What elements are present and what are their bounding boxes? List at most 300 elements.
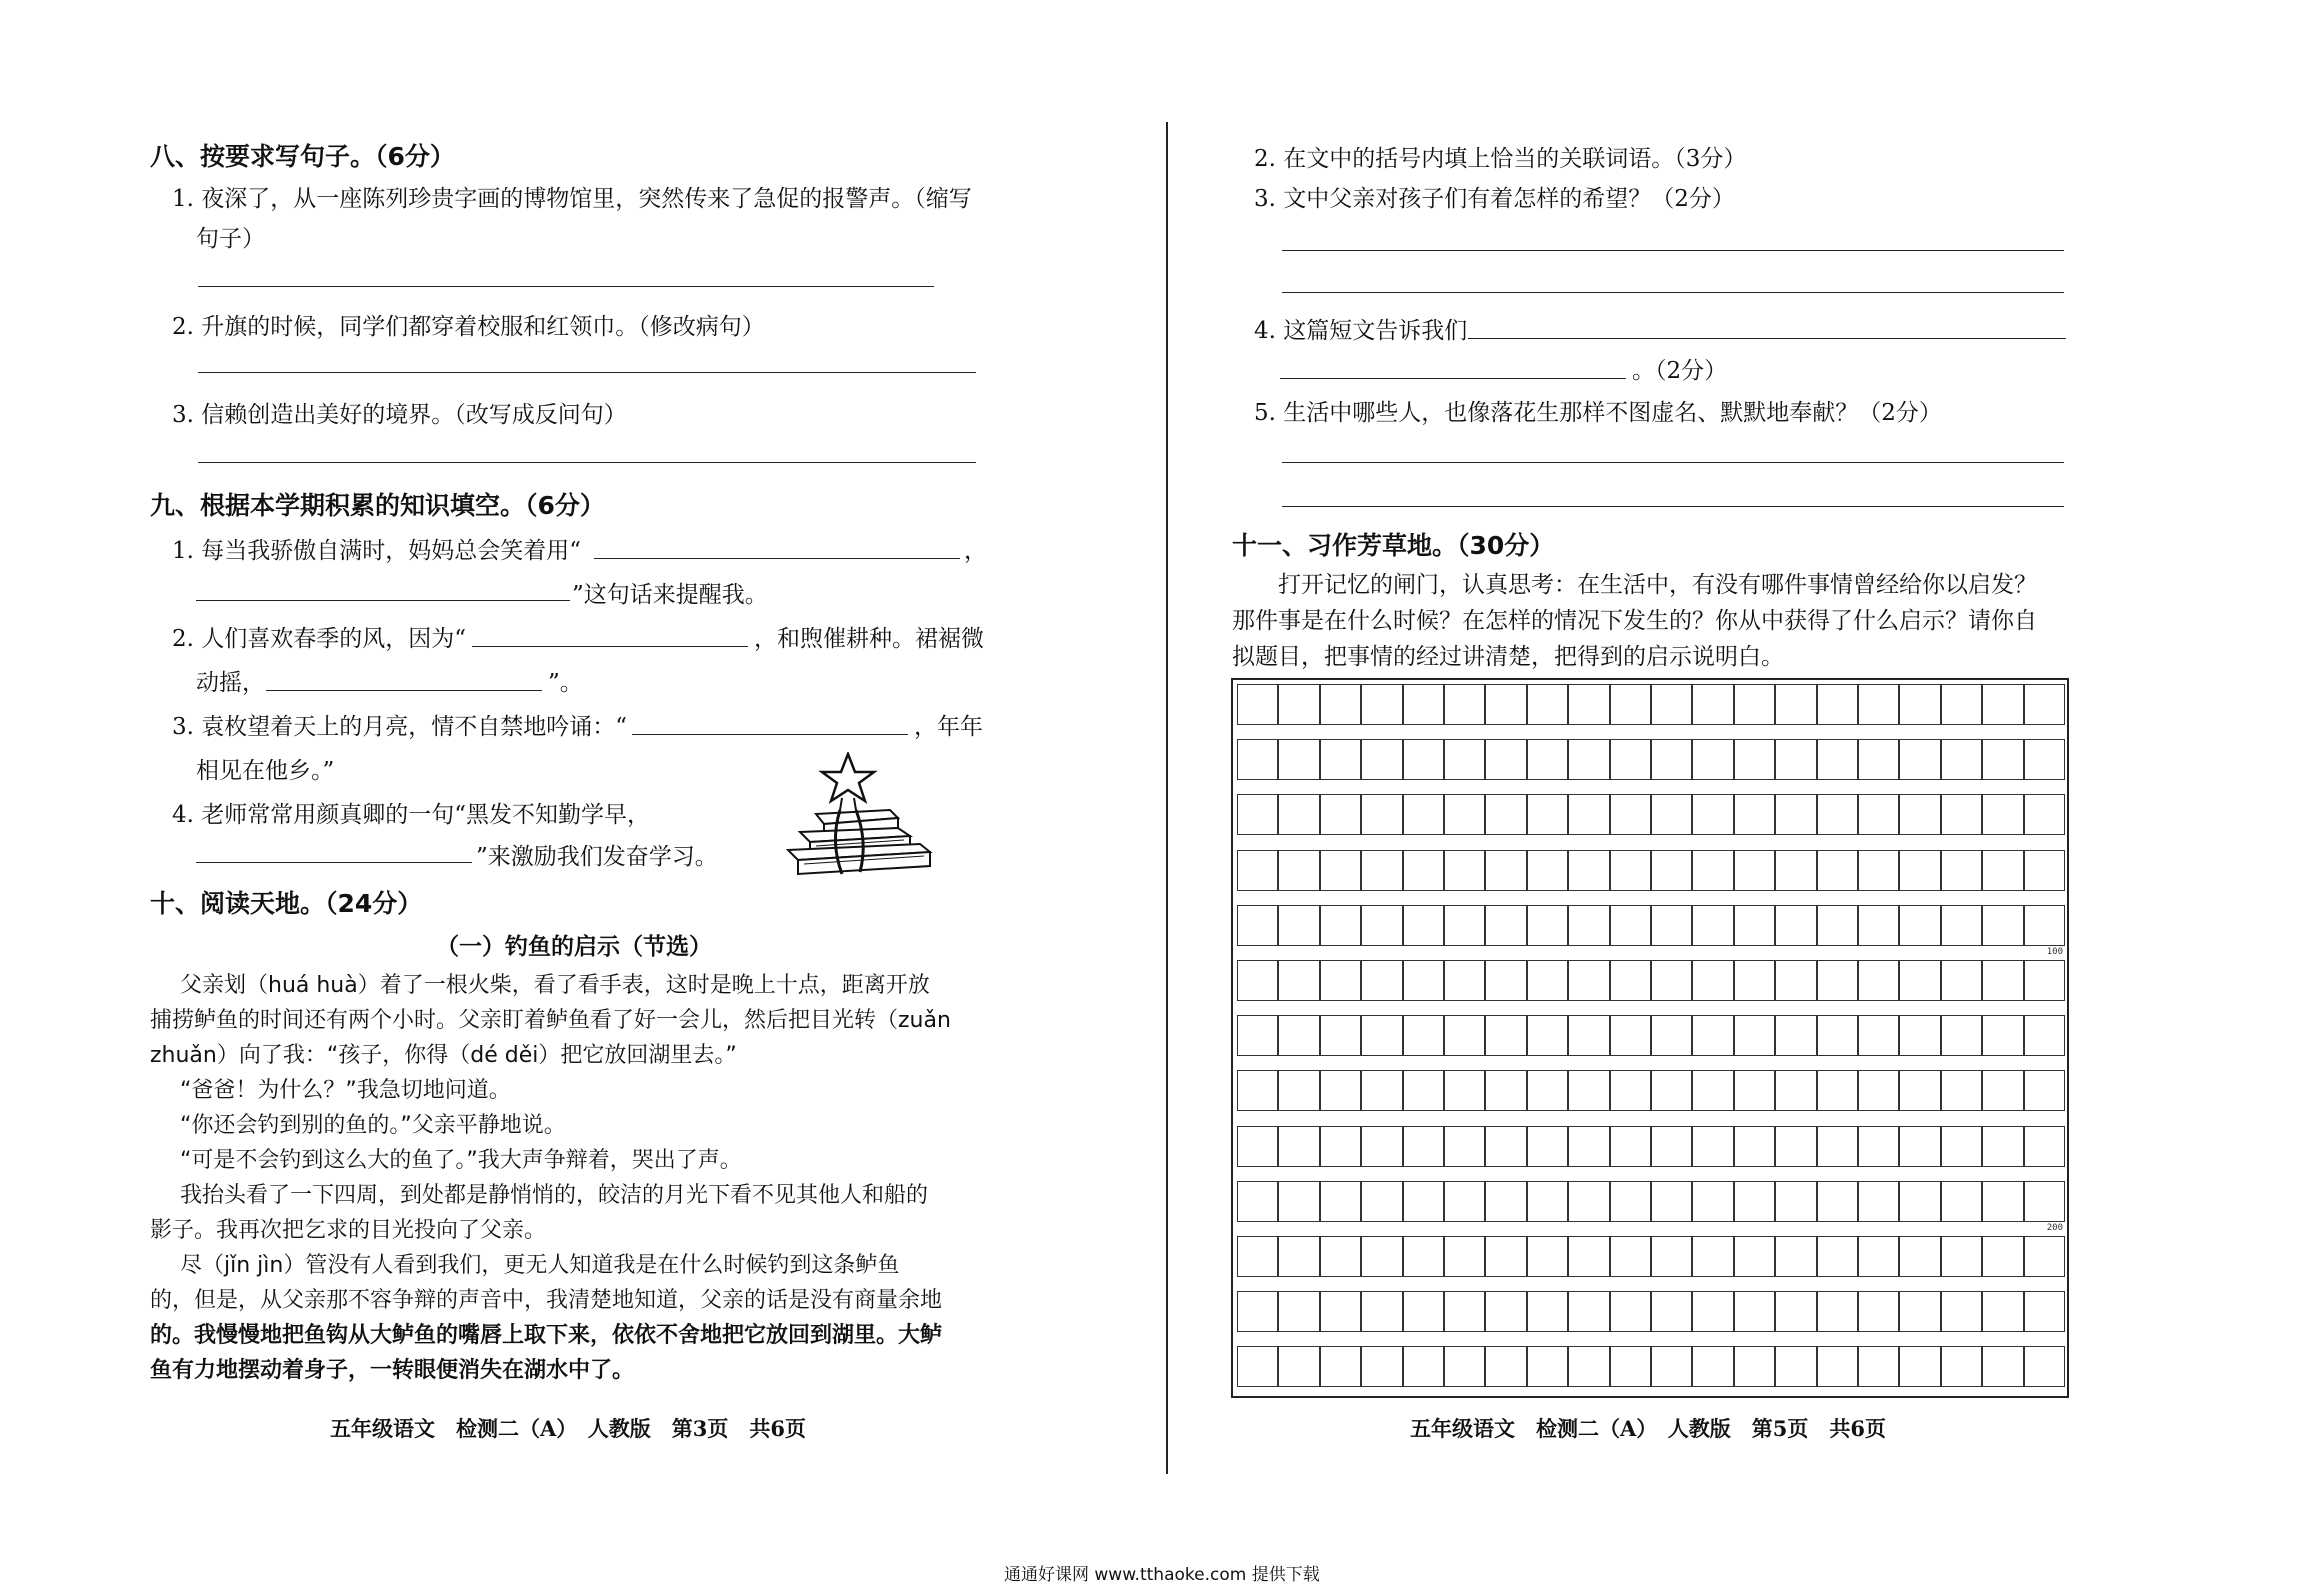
grid-cell[interactable] [1858, 1346, 1899, 1387]
s9-q3-blank[interactable] [632, 734, 908, 735]
grid-cell[interactable] [1237, 1015, 1278, 1056]
grid-cell[interactable] [1858, 684, 1899, 725]
grid-cell[interactable] [1692, 1181, 1733, 1222]
grid-cell[interactable] [1237, 794, 1278, 835]
grid-cell[interactable] [1734, 1126, 1775, 1167]
grid-cell[interactable] [1899, 1181, 1940, 1222]
grid-cell[interactable] [1858, 1070, 1899, 1111]
grid-cell[interactable] [1858, 739, 1899, 780]
grid-cell[interactable] [1941, 1181, 1982, 1222]
grid-cell[interactable] [2024, 1236, 2065, 1277]
grid-cell[interactable] [1444, 794, 1485, 835]
grid-cell[interactable] [1278, 1236, 1319, 1277]
grid-cell[interactable] [1527, 794, 1568, 835]
grid-cell[interactable] [1444, 960, 1485, 1001]
grid-cell[interactable] [1899, 850, 1940, 891]
grid-cell[interactable] [1692, 960, 1733, 1001]
grid-cell[interactable] [1692, 794, 1733, 835]
s8-q3-answer-line[interactable] [198, 462, 976, 463]
grid-cell[interactable] [1320, 960, 1361, 1001]
grid-cell[interactable] [1278, 1070, 1319, 1111]
grid-cell[interactable] [1361, 1126, 1402, 1167]
grid-cell[interactable] [1817, 960, 1858, 1001]
grid-cell[interactable] [1610, 794, 1651, 835]
s8-q1-line2: 句子） [196, 226, 265, 252]
grid-cell[interactable] [1320, 1126, 1361, 1167]
grid-cell[interactable] [1734, 960, 1775, 1001]
grid-cell[interactable] [1982, 960, 2023, 1001]
grid-cell[interactable] [1899, 1236, 1940, 1277]
grid-cell[interactable] [1320, 794, 1361, 835]
grid-cell[interactable] [1527, 960, 1568, 1001]
s9-q2-end: ”。 [548, 670, 583, 696]
grid-cell[interactable] [1278, 1015, 1319, 1056]
grid-cell[interactable] [1320, 1070, 1361, 1111]
section-11-title: 十一、习作芳草地。（30分） [1232, 531, 1555, 560]
grid-cell[interactable] [1734, 1181, 1775, 1222]
grid-cell[interactable] [1610, 1236, 1651, 1277]
grid-cell[interactable] [1817, 1346, 1858, 1387]
passage-line: 父亲划（huá huà）着了一根火柴，看了看手表，这时是晚上十点，距离开放 [180, 973, 930, 998]
grid-cell[interactable] [1527, 1291, 1568, 1332]
grid-cell[interactable] [1403, 1291, 1444, 1332]
grid-cell[interactable] [1982, 905, 2023, 946]
grid-cell[interactable] [1568, 960, 1609, 1001]
grid-cell[interactable] [1361, 1070, 1402, 1111]
section-10-title: 十、阅读天地。（24分） [150, 889, 423, 918]
grid-cell[interactable] [1568, 1070, 1609, 1111]
grid-cell[interactable] [2024, 1346, 2065, 1387]
grid-cell[interactable] [1237, 905, 1278, 946]
grid-cell[interactable] [1858, 1015, 1899, 1056]
grid-cell[interactable] [1899, 1291, 1940, 1332]
grid-cell[interactable] [2024, 1181, 2065, 1222]
grid-cell[interactable] [1899, 1015, 1940, 1056]
grid-cell[interactable] [1610, 1126, 1651, 1167]
grid-cell[interactable] [1651, 1015, 1692, 1056]
grid-cell[interactable] [1858, 1126, 1899, 1167]
grid-cell[interactable] [1361, 905, 1402, 946]
grid-cell[interactable] [1734, 1236, 1775, 1277]
grid-cell[interactable] [1403, 960, 1444, 1001]
grid-cell[interactable] [1361, 1015, 1402, 1056]
grid-cell[interactable] [1941, 684, 1982, 725]
grid-cell[interactable] [1817, 1236, 1858, 1277]
grid-cell[interactable] [1361, 1346, 1402, 1387]
grid-cell[interactable] [1899, 1070, 1940, 1111]
grid-cell[interactable] [1610, 1291, 1651, 1332]
grid-cell[interactable] [1485, 1346, 1526, 1387]
grid-cell[interactable] [1941, 1015, 1982, 1056]
grid-cell[interactable] [1568, 1126, 1609, 1167]
grid-cell[interactable] [1610, 960, 1651, 1001]
grid-cell[interactable] [1403, 1181, 1444, 1222]
grid-cell[interactable] [1899, 960, 1940, 1001]
grid-cell[interactable] [1444, 1126, 1485, 1167]
grid-cell[interactable] [1651, 1070, 1692, 1111]
grid-cell[interactable] [1403, 684, 1444, 725]
passage-line: 我抬头看了一下四周，到处都是静悄悄的，皎洁的月光下看不见其他人和船的 [180, 1183, 929, 1208]
grid-cell[interactable] [1403, 739, 1444, 780]
grid-cell[interactable] [1361, 1236, 1402, 1277]
grid-cell[interactable] [1817, 850, 1858, 891]
grid-cell[interactable] [1651, 1126, 1692, 1167]
grid-cell[interactable] [1775, 684, 1816, 725]
grid-cell[interactable] [1817, 1015, 1858, 1056]
essay-prompt-line: 那件事是在什么时候？在怎样的情况下发生的？你从中获得了什么启示？请你自 [1232, 608, 2037, 634]
grid-cell[interactable] [1320, 739, 1361, 780]
grid-cell[interactable] [1485, 684, 1526, 725]
grid-cell[interactable] [1692, 1236, 1733, 1277]
grid-cell[interactable] [1734, 1346, 1775, 1387]
grid-cell[interactable] [1444, 1070, 1485, 1111]
grid-cell[interactable] [1361, 850, 1402, 891]
grid-cell[interactable] [1775, 905, 1816, 946]
grid-cell[interactable] [1941, 1126, 1982, 1167]
grid-cell[interactable] [1982, 739, 2023, 780]
grid-cell[interactable] [1982, 794, 2023, 835]
grid-cell[interactable] [1941, 905, 1982, 946]
grid-cell[interactable] [1858, 905, 1899, 946]
grid-cell[interactable] [1444, 1015, 1485, 1056]
grid-cell[interactable] [1858, 1236, 1899, 1277]
grid-cell[interactable] [1899, 684, 1940, 725]
grid-cell[interactable] [1527, 1070, 1568, 1111]
grid-cell[interactable] [1568, 1236, 1609, 1277]
grid-cell[interactable] [1982, 1236, 2023, 1277]
grid-cell[interactable] [1237, 1181, 1278, 1222]
grid-cell[interactable] [1817, 1126, 1858, 1167]
grid-cell[interactable] [2024, 960, 2065, 1001]
grid-cell[interactable] [1361, 794, 1402, 835]
grid-cell[interactable] [1237, 1291, 1278, 1332]
grid-cell[interactable] [1610, 905, 1651, 946]
grid-cell[interactable] [1982, 1346, 2023, 1387]
grid-cell[interactable] [1403, 905, 1444, 946]
grid-cell[interactable] [1858, 1181, 1899, 1222]
grid-cell[interactable] [1568, 1346, 1609, 1387]
grid-cell[interactable] [1858, 794, 1899, 835]
grid-cell[interactable] [1278, 905, 1319, 946]
grid-cell[interactable] [1568, 684, 1609, 725]
grid-cell[interactable] [1444, 850, 1485, 891]
grid-cell[interactable] [1858, 1291, 1899, 1332]
grid-cell[interactable] [1568, 1181, 1609, 1222]
grid-cell[interactable] [1610, 739, 1651, 780]
s8-q2: 2. 升旗的时候，同学们都穿着校服和红领巾。（修改病句） [172, 314, 765, 340]
grid-cell[interactable] [2024, 739, 2065, 780]
grid-cell[interactable] [1527, 1346, 1568, 1387]
s9-q1-end: ”这句话来提醒我。 [572, 582, 768, 608]
grid-cell[interactable] [1485, 1126, 1526, 1167]
grid-cell[interactable] [1941, 1236, 1982, 1277]
grid-cell[interactable] [1610, 850, 1651, 891]
grid-cell[interactable] [1692, 684, 1733, 725]
grid-cell[interactable] [1982, 1070, 2023, 1111]
grid-cell[interactable] [1527, 739, 1568, 780]
grid-cell[interactable] [1278, 794, 1319, 835]
r-q4-text: 4. 这篇短文告诉我们 [1254, 318, 1468, 344]
grid-cell[interactable] [1651, 739, 1692, 780]
grid-cell[interactable] [1817, 1070, 1858, 1111]
grid-cell[interactable] [1527, 684, 1568, 725]
grid-cell[interactable] [1527, 1236, 1568, 1277]
grid-cell[interactable] [1361, 739, 1402, 780]
grid-cell[interactable] [1444, 684, 1485, 725]
grid-cell[interactable] [1444, 905, 1485, 946]
r-q3-answer-line-2[interactable] [1282, 292, 2064, 293]
grid-cell[interactable] [1278, 960, 1319, 1001]
grid-cell[interactable] [1320, 1181, 1361, 1222]
grid-cell[interactable] [1651, 850, 1692, 891]
grid-cell[interactable] [1568, 739, 1609, 780]
grid-cell[interactable] [1610, 1346, 1651, 1387]
grid-cell[interactable] [1775, 1181, 1816, 1222]
grid-cell[interactable] [2024, 1291, 2065, 1332]
grid-cell[interactable] [1775, 960, 1816, 1001]
grid-cell[interactable] [1320, 1015, 1361, 1056]
s9-q4-blank[interactable] [196, 862, 472, 863]
grid-cell[interactable] [1775, 1236, 1816, 1277]
grid-cell[interactable] [1899, 739, 1940, 780]
grid-cell[interactable] [1817, 794, 1858, 835]
grid-cell[interactable] [1278, 684, 1319, 725]
grid-cell[interactable] [1527, 905, 1568, 946]
grid-cell[interactable] [1982, 684, 2023, 725]
grid-cell[interactable] [1692, 1126, 1733, 1167]
s9-q1-blank-1[interactable] [594, 558, 960, 559]
s9-q1-blank-2[interactable] [196, 600, 570, 601]
grid-cell[interactable] [1775, 1346, 1816, 1387]
r-q5-answer-line-2[interactable] [1282, 506, 2064, 507]
grid-cell[interactable] [1403, 1236, 1444, 1277]
grid-cell[interactable] [1237, 850, 1278, 891]
grid-cell[interactable] [1734, 739, 1775, 780]
grid-cell[interactable] [1237, 684, 1278, 725]
r-q3-answer-line-1[interactable] [1282, 250, 2064, 251]
grid-cell[interactable] [1278, 1126, 1319, 1167]
grid-cell[interactable] [1237, 960, 1278, 1001]
grid-cell[interactable] [1817, 905, 1858, 946]
grid-cell[interactable] [1734, 905, 1775, 946]
grid-cell[interactable] [1775, 1015, 1816, 1056]
grid-cell[interactable] [1568, 1015, 1609, 1056]
s9-q1-comma: ， [964, 538, 987, 564]
grid-cell[interactable] [2024, 684, 2065, 725]
grid-cell[interactable] [1651, 1236, 1692, 1277]
grid-cell[interactable] [1651, 905, 1692, 946]
s9-q4-end: ”来激励我们发奋学习。 [476, 844, 718, 870]
r-q5-answer-line-1[interactable] [1282, 462, 2064, 463]
grid-cell[interactable] [1899, 905, 1940, 946]
grid-cell[interactable] [1982, 1015, 2023, 1056]
grid-cell[interactable] [1485, 850, 1526, 891]
grid-cell[interactable] [1278, 1346, 1319, 1387]
grid-cell[interactable] [1237, 1236, 1278, 1277]
grid-cell[interactable] [1734, 850, 1775, 891]
grid-cell[interactable] [1651, 960, 1692, 1001]
grid-cell[interactable] [1651, 1181, 1692, 1222]
grid-cell[interactable] [1775, 739, 1816, 780]
grid-cell[interactable] [2024, 905, 2065, 946]
grid-cell[interactable] [1485, 794, 1526, 835]
r-q4-blank-1[interactable] [1468, 338, 2066, 339]
grid-cell[interactable] [1320, 684, 1361, 725]
r-q4-blank-2[interactable] [1280, 378, 1626, 379]
grid-cell[interactable] [1527, 1126, 1568, 1167]
grid-cell[interactable] [1775, 1126, 1816, 1167]
s9-q2-blank-2[interactable] [266, 690, 542, 691]
r-q3: 3. 文中父亲对孩子们有着怎样的希望？（2分） [1254, 186, 1735, 212]
grid-cell[interactable] [1403, 1015, 1444, 1056]
s9-q3-text: 3. 袁枚望着天上的月亮，情不自禁地吟诵：“ [172, 714, 628, 740]
grid-cell[interactable] [1941, 739, 1982, 780]
grid-cell[interactable] [1651, 1291, 1692, 1332]
grid-cell[interactable] [1278, 850, 1319, 891]
grid-cell[interactable] [1361, 960, 1402, 1001]
grid-cell[interactable] [1485, 905, 1526, 946]
grid-cell[interactable] [2024, 850, 2065, 891]
grid-cell[interactable] [1775, 1070, 1816, 1111]
grid-cell[interactable] [1734, 684, 1775, 725]
grid-cell[interactable] [1361, 684, 1402, 725]
grid-cell[interactable] [1485, 1291, 1526, 1332]
grid-cell[interactable] [1610, 1015, 1651, 1056]
grid-cell[interactable] [1982, 1291, 2023, 1332]
grid-cell[interactable] [1444, 1346, 1485, 1387]
grid-cell[interactable] [1734, 1070, 1775, 1111]
composition-grid[interactable] [1231, 678, 2069, 1398]
grid-cell[interactable] [1237, 1346, 1278, 1387]
grid-cell[interactable] [1278, 739, 1319, 780]
grid-cell[interactable] [1692, 1346, 1733, 1387]
grid-cell[interactable] [1237, 1126, 1278, 1167]
grid-cell[interactable] [1941, 1291, 1982, 1332]
r-q5: 5. 生活中哪些人，也像落花生那样不图虚名、默默地奉献？（2分） [1254, 400, 1942, 426]
passage-line: 尽（jǐn jìn）管没有人看到我们，更无人知道我是在什么时候钓到这条鲈鱼 [180, 1253, 900, 1278]
grid-cell[interactable] [1692, 905, 1733, 946]
grid-cell[interactable] [1403, 1346, 1444, 1387]
grid-cell[interactable] [1403, 1126, 1444, 1167]
grid-cell[interactable] [1403, 794, 1444, 835]
s9-q3-line2: 相见在他乡。” [196, 758, 335, 784]
grid-cell[interactable] [1485, 1015, 1526, 1056]
grid-cell[interactable] [1568, 905, 1609, 946]
grid-cell[interactable] [1403, 850, 1444, 891]
grid-cell[interactable] [1237, 739, 1278, 780]
grid-cell[interactable] [1651, 794, 1692, 835]
grid-cell[interactable] [1817, 1181, 1858, 1222]
grid-cell[interactable] [1651, 1346, 1692, 1387]
passage-line: 的。我慢慢地把鱼钩从大鲈鱼的嘴唇上取下来，依依不舍地把它放回到湖里。大鲈 [150, 1323, 943, 1348]
grid-cell[interactable] [1568, 794, 1609, 835]
grid-cell[interactable] [1941, 1346, 1982, 1387]
grid-cell[interactable] [1320, 905, 1361, 946]
grid-cell[interactable] [1610, 684, 1651, 725]
grid-cell[interactable] [1899, 794, 1940, 835]
grid-cell[interactable] [1775, 850, 1816, 891]
grid-cell[interactable] [1403, 1070, 1444, 1111]
section-9-title: 九、根据本学期积累的知识填空。（6分） [150, 491, 605, 520]
grid-cell[interactable] [1527, 850, 1568, 891]
passage-line: 的，但是，从父亲那不容争辩的声音中，我清楚地知道，父亲的话是没有商量余地 [150, 1288, 943, 1313]
grid-cell[interactable] [1610, 1070, 1651, 1111]
grid-cell[interactable] [1692, 850, 1733, 891]
grid-cell[interactable] [1527, 1015, 1568, 1056]
grid-cell[interactable] [1320, 1236, 1361, 1277]
s8-q2-answer-line[interactable] [198, 372, 976, 373]
grid-cell[interactable] [1941, 960, 1982, 1001]
grid-cell[interactable] [1361, 1181, 1402, 1222]
grid-cell[interactable] [1485, 1070, 1526, 1111]
grid-cell[interactable] [1858, 850, 1899, 891]
s9-q2-blank-1[interactable] [472, 646, 748, 647]
grid-cell[interactable] [1734, 1015, 1775, 1056]
grid-cell[interactable] [1734, 794, 1775, 835]
grid-cell[interactable] [1775, 1291, 1816, 1332]
grid-cell[interactable] [1278, 1291, 1319, 1332]
grid-cell[interactable] [1237, 1070, 1278, 1111]
grid-cell[interactable] [1444, 739, 1485, 780]
grid-cell[interactable] [1444, 1291, 1485, 1332]
grid-cell[interactable] [1320, 1291, 1361, 1332]
grid-cell[interactable] [1361, 1291, 1402, 1332]
grid-cell[interactable] [1734, 1291, 1775, 1332]
grid-cell[interactable] [1320, 850, 1361, 891]
grid-cell[interactable] [1278, 1181, 1319, 1222]
grid-cell[interactable] [1485, 1236, 1526, 1277]
grid-cell[interactable] [1568, 850, 1609, 891]
grid-cell[interactable] [1444, 1181, 1485, 1222]
grid-cell[interactable] [2024, 1015, 2065, 1056]
passage-line: “你还会钓到别的鱼的。”父亲平静地说。 [180, 1113, 566, 1138]
grid-cell[interactable] [1444, 1236, 1485, 1277]
grid-cell[interactable] [2024, 1070, 2065, 1111]
grid-cell[interactable] [1485, 960, 1526, 1001]
grid-cell[interactable] [2024, 1126, 2065, 1167]
grid-cell[interactable] [1941, 794, 1982, 835]
grid-cell[interactable] [1527, 1181, 1568, 1222]
grid-cell[interactable] [1899, 1126, 1940, 1167]
grid-cell[interactable] [1982, 1181, 2023, 1222]
grid-cell[interactable] [1651, 684, 1692, 725]
grid-cell[interactable] [1485, 739, 1526, 780]
s8-q1-answer-line[interactable] [198, 286, 934, 287]
grid-cell[interactable] [1775, 794, 1816, 835]
grid-cell[interactable] [1568, 1291, 1609, 1332]
s8-q3: 3. 信赖创造出美好的境界。（改写成反问句） [172, 402, 627, 428]
grid-cell[interactable] [1692, 1291, 1733, 1332]
grid-cell[interactable] [1899, 1346, 1940, 1387]
grid-cell[interactable] [1610, 1181, 1651, 1222]
grid-cell[interactable] [1692, 739, 1733, 780]
grid-cell[interactable] [1692, 1070, 1733, 1111]
grid-cell[interactable] [1817, 684, 1858, 725]
section-8-title: 八、按要求写句子。（6分） [150, 142, 455, 171]
grid-cell[interactable] [1941, 1070, 1982, 1111]
grid-mark-100: 100 [2046, 946, 2063, 957]
grid-cell[interactable] [2024, 794, 2065, 835]
grid-cell[interactable] [1817, 739, 1858, 780]
grid-cell[interactable] [1982, 1126, 2023, 1167]
grid-cell[interactable] [1982, 850, 2023, 891]
grid-cell[interactable] [1320, 1346, 1361, 1387]
grid-cell[interactable] [1692, 1015, 1733, 1056]
grid-cell[interactable] [1485, 1181, 1526, 1222]
grid-cell[interactable] [1858, 960, 1899, 1001]
grid-cell[interactable] [1817, 1291, 1858, 1332]
grid-cell[interactable] [1941, 850, 1982, 891]
